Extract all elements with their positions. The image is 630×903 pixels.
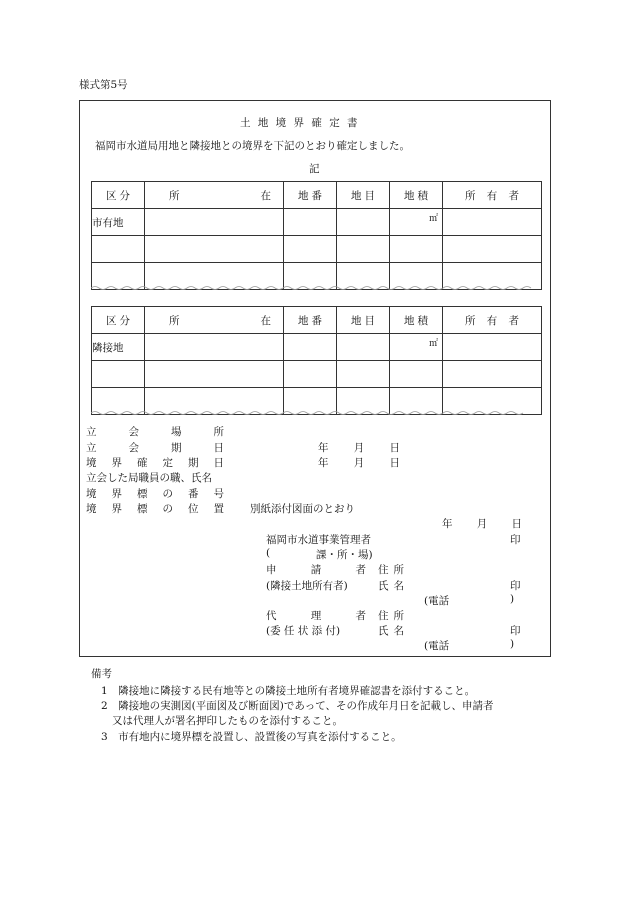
applicant-name-label: 氏 名	[378, 580, 404, 592]
header-chiseki: 地 積	[390, 182, 443, 209]
note-item: 3 市有地内に境界標を設置し、設置後の写真を添付すること。	[101, 731, 402, 743]
city-land-table	[91, 181, 542, 290]
applicant-role: (隣接土地所有者)	[266, 580, 348, 592]
row-label-city: 市有地	[92, 209, 145, 236]
header-chimoku: 地 目	[337, 307, 390, 334]
seal-mark: 印	[510, 625, 521, 637]
agent-role: (委 任 状 添 付)	[266, 625, 341, 637]
sign-date-ymd: 年 月 日	[442, 518, 522, 530]
cell-banchi[interactable]	[284, 209, 337, 236]
dept-label: 課・所・場)	[316, 549, 373, 561]
applicant-label: 申 請 者	[266, 564, 366, 576]
cell-banchi[interactable]	[284, 334, 337, 361]
header-shozai: 所 在	[145, 307, 284, 334]
agent-address-label: 住 所	[378, 610, 404, 622]
field-boundary-date-ymd: 年 月 日	[318, 457, 400, 469]
intro-text: 福岡市水道局用地と隣接地との境界を下記のとおり確定しました。	[95, 140, 410, 152]
cell-shozai[interactable]	[145, 236, 284, 263]
header-banchi: 地 番	[284, 182, 337, 209]
agent-label: 代 理 者	[266, 610, 366, 622]
table-row	[92, 236, 542, 263]
wave-break-2	[91, 409, 539, 417]
cell-chimoku[interactable]	[337, 361, 390, 388]
table-header-row	[92, 182, 542, 209]
adjacent-land-table	[91, 306, 542, 415]
cell-kubun[interactable]	[92, 361, 145, 388]
table-row	[92, 209, 542, 236]
wave-break-1	[91, 284, 539, 292]
cell-shozai[interactable]	[145, 209, 284, 236]
field-date-ymd: 年 月 日	[318, 442, 400, 454]
field-boundary-date: 境 界 確 定 期 日	[86, 457, 224, 469]
cell-owner[interactable]	[443, 236, 542, 263]
agent-name-label: 氏 名	[378, 625, 404, 637]
sqm-unit: ㎡	[428, 214, 438, 224]
cell-owner[interactable]	[443, 361, 542, 388]
note-item: 又は代理人が署名押印したものを添付すること。	[112, 715, 343, 727]
applicant-tel-open: (電話	[424, 595, 450, 607]
row-label-adjacent: 隣接地	[92, 334, 145, 361]
header-banchi: 地 番	[284, 307, 337, 334]
note-item: 1 隣接地に隣接する民有地等との隣接土地所有者境界確認書を添付すること。	[101, 685, 476, 697]
sqm-unit: ㎡	[428, 339, 438, 349]
cell-shozai[interactable]	[145, 334, 284, 361]
field-marker-no: 境 界 標 の 番 号	[86, 488, 224, 500]
dept-open: (	[266, 547, 271, 559]
notes-heading: 備考	[91, 668, 112, 680]
cell-chimoku[interactable]	[337, 209, 390, 236]
header-owner: 所 有 者	[443, 182, 542, 209]
cell-banchi[interactable]	[284, 361, 337, 388]
cell-chiseki[interactable]	[390, 236, 443, 263]
agent-tel-close: )	[510, 638, 515, 650]
field-staff: 立会した局職員の職、氏名	[86, 472, 212, 484]
cell-chiseki[interactable]	[390, 361, 443, 388]
cell-shozai[interactable]	[145, 361, 284, 388]
seal-mark: 印	[510, 534, 521, 546]
header-kubun: 区 分	[92, 182, 145, 209]
note-item: 2 隣接地の実測図(平面図及び断面図)であって、その作成年月日を記載し、申請者	[101, 700, 494, 712]
cell-owner[interactable]	[443, 334, 542, 361]
applicant-tel-close: )	[510, 593, 515, 605]
cell-chimoku[interactable]	[337, 236, 390, 263]
cell-owner[interactable]	[443, 209, 542, 236]
cell-chiseki[interactable]	[390, 209, 443, 236]
cell-kubun[interactable]	[92, 236, 145, 263]
cell-chimoku[interactable]	[337, 334, 390, 361]
field-venue: 立 会 場 所	[86, 426, 224, 438]
ki-label: 記	[309, 163, 320, 175]
table-row	[92, 361, 542, 388]
applicant-address-label: 住 所	[378, 564, 404, 576]
seal-mark: 印	[510, 580, 521, 592]
field-marker-pos: 境 界 標 の 位 置	[86, 503, 224, 515]
form-title: 土 地 境 界 確 定 書	[240, 117, 360, 129]
table-header-row	[92, 307, 542, 334]
header-owner: 所 有 者	[443, 307, 542, 334]
marker-pos-value: 別紙添付図面のとおり	[250, 503, 355, 515]
cell-chiseki[interactable]	[390, 334, 443, 361]
header-shozai: 所 在	[145, 182, 284, 209]
header-chimoku: 地 目	[337, 182, 390, 209]
manager-label: 福岡市水道事業管理者	[266, 534, 371, 546]
table-row	[92, 334, 542, 361]
agent-tel-open: (電話	[424, 640, 450, 652]
cell-banchi[interactable]	[284, 236, 337, 263]
header-kubun: 区 分	[92, 307, 145, 334]
form-number: 様式第5号	[79, 79, 128, 91]
field-date: 立 会 期 日	[86, 442, 224, 454]
header-chiseki: 地 積	[390, 307, 443, 334]
